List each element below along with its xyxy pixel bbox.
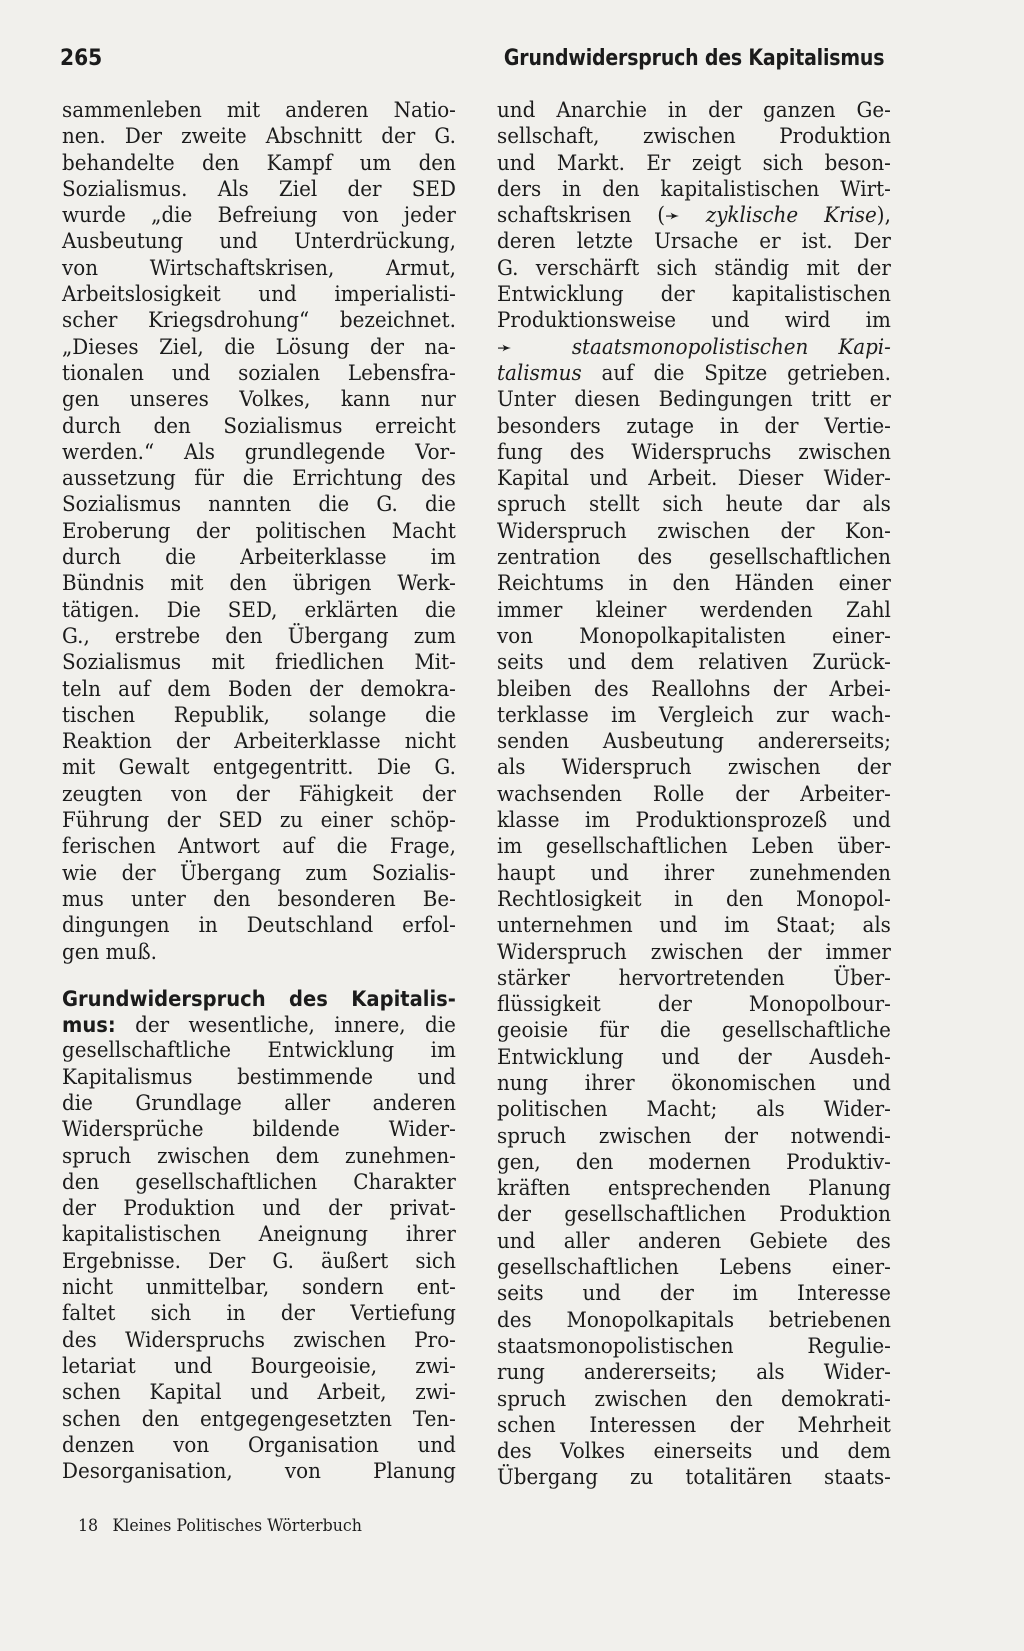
text-line: im gesellschaftlichen Leben über- <box>497 834 891 860</box>
text-line: wie der Übergang zum Sozialis- <box>62 860 456 886</box>
text-line: Sozialismus. Als Ziel der SED <box>62 176 456 202</box>
text-line: letariat und Bourgeoisie, zwi- <box>62 1353 456 1379</box>
text-line: teln auf dem Boden der demokra- <box>62 676 456 702</box>
text-line: behandelte den Kampf um den <box>62 150 456 176</box>
text-line: und aller anderen Gebiete des <box>497 1228 891 1254</box>
text-line: werden.“ Als grundlegende Vor- <box>62 439 456 465</box>
text-line: tätigen. Die SED, erklärten die <box>62 597 456 623</box>
text-line: ders in den kapitalistischen Wirt- <box>497 176 891 202</box>
text-line: seits und der im Interesse <box>497 1281 891 1307</box>
right-column <box>497 98 891 1492</box>
text-line: seits und dem relativen Zurück- <box>497 650 891 676</box>
text-line: faltet sich in der Vertiefung <box>62 1301 456 1327</box>
text-line: „Dieses Ziel, die Lösung der na- <box>62 334 456 360</box>
text-line: Bündnis mit den übrigen Werk- <box>62 571 456 597</box>
text-line: Produktionsweise und wird im <box>497 308 891 334</box>
right-lines-a <box>497 98 891 203</box>
cross-reference-line <box>497 203 891 229</box>
text-line: der Produktion und der privat- <box>62 1196 456 1222</box>
text-line: Sozialismus mit friedlichen Mit- <box>62 650 456 676</box>
book-title: Kleines Politisches Wörterbuch <box>112 1516 362 1536</box>
text-line: von Monopolkapitalisten einer- <box>497 623 891 649</box>
text-line: schen den entgegengesetzten Ten- <box>62 1406 456 1432</box>
right-lines-b <box>497 229 891 334</box>
xref-post-2: auf die Spitze getrieben. <box>581 360 891 386</box>
running-title: Grundwiderspruch des Kapitalismus <box>503 46 884 71</box>
paragraph-gap <box>62 966 456 986</box>
text-line: und Markt. Er zeigt sich beson- <box>497 150 891 176</box>
text-line: Reaktion der Arbeiterklasse nicht <box>62 729 456 755</box>
text-line: G., erstrebe den Übergang zum <box>62 623 456 649</box>
text-line: gen muß. <box>62 939 157 965</box>
sheet-number: 18 <box>78 1516 99 1536</box>
text-line: denzen von Organisation und <box>62 1432 456 1458</box>
text-line: gen unseres Volkes, kann nur <box>62 387 456 413</box>
text-line: ferischen Antwort auf die Frage, <box>62 834 456 860</box>
text-line: besonders zutage in der Vertie- <box>497 413 891 439</box>
left-column <box>62 98 456 1485</box>
text-line: tionalen und sozialen Lebensfra- <box>62 360 456 386</box>
text-line: spruch zwischen den demokrati- <box>497 1386 891 1412</box>
text-line: wachsenden Rolle der Arbeiter- <box>497 781 891 807</box>
text-line: terklasse im Vergleich zur wach- <box>497 702 891 728</box>
text-line: bleiben des Reallohns der Arbei- <box>497 676 891 702</box>
text-line: tischen Republik, solange die <box>62 702 456 728</box>
arrow-icon: ➛ <box>497 336 512 359</box>
text-line: wurde „die Befreiung von jeder <box>62 203 456 229</box>
text-line: Ausbeutung und Unterdrückung, <box>62 229 456 255</box>
page-number: 265 <box>60 46 103 71</box>
text-line: Unter diesen Bedingungen tritt er <box>497 387 891 413</box>
text-line: Ergebnisse. Der G. äußert sich <box>62 1248 456 1274</box>
arrow-icon: ➛ <box>664 205 680 228</box>
text-line: dingungen in Deutschland erfol- <box>62 913 456 939</box>
text-line: und Anarchie in der ganzen Ge- <box>497 98 891 123</box>
text-line: als Widerspruch zwischen der <box>497 755 891 781</box>
xref-staatsmonopolistischen[interactable]: staatsmonopolistischen Kapi- <box>571 334 891 360</box>
text-line: immer kleiner werdenden Zahl <box>497 597 891 623</box>
text-line: politischen Macht; als Wider- <box>497 1097 891 1123</box>
xref-kapitalismus[interactable]: talismus <box>497 360 582 386</box>
text-line: fung des Widerspruchs zwischen <box>497 439 891 465</box>
text-line: G. verschärft sich ständig mit der <box>497 255 891 281</box>
text-line: gesellschaftlichen Lebens einer- <box>497 1255 891 1281</box>
xref-post: ), <box>876 203 891 229</box>
text-line: durch den Sozialismus erreicht <box>62 413 456 439</box>
cross-reference-line-3 <box>497 361 891 387</box>
text-line: schen Interessen der Mehrheit <box>497 1412 891 1438</box>
text-line: sellschaft, zwischen Produktion <box>497 124 891 150</box>
text-line: schen Kapital und Arbeit, zwi- <box>62 1380 456 1406</box>
text-line: sammenleben mit anderen Natio- <box>62 98 456 123</box>
text-line: mit Gewalt entgegentritt. Die G. <box>62 755 456 781</box>
text-line: durch die Arbeiterklasse im <box>62 545 456 571</box>
text-line: aussetzung für die Errichtung des <box>62 466 456 492</box>
text-line: des Monopolkapitals betriebenen <box>497 1307 891 1333</box>
text-line: mus unter den besonderen Be- <box>62 886 456 912</box>
text-line: nen. Der zweite Abschnitt der G. <box>62 124 456 150</box>
text-line: spruch zwischen der notwendi- <box>497 1123 891 1149</box>
cross-reference-line-2 <box>497 335 891 361</box>
text-line: kapitalistischen Aneignung ihrer <box>62 1222 456 1248</box>
entry-headword: Grundwiderspruch des Kapitalis- <box>62 986 456 1011</box>
entry-headword-end: mus: <box>62 1013 116 1038</box>
text-line: des Widerspruchs zwischen Pro- <box>62 1327 456 1353</box>
text-line: deren letzte Ursache er ist. Der <box>497 229 891 255</box>
text-line: scher Kriegsdrohung“ bezeichnet. <box>62 308 456 334</box>
text-line: nung ihrer ökonomischen und <box>497 1070 891 1096</box>
text-line: Kapitalismus bestimmende und <box>62 1064 456 1090</box>
text-line: Übergang zu totalitären staats- <box>497 1465 891 1491</box>
left-lines-b <box>62 1038 456 1485</box>
text-line: Entwicklung und der Ausdeh- <box>497 1044 891 1070</box>
text-line: Kapital und Arbeit. Dieser Wider- <box>497 466 891 492</box>
text-line: Rechtlosigkeit in den Monopol- <box>497 886 891 912</box>
text-line: Eroberung der politischen Macht <box>62 518 456 544</box>
footer <box>78 1516 371 1536</box>
text-line: Entwicklung der kapitalistischen <box>497 282 891 308</box>
text-line: zeugten von der Fähigkeit der <box>62 781 456 807</box>
text-line: unternehmen und im Staat; als <box>497 913 891 939</box>
text-line: Arbeitslosigkeit und imperialisti- <box>62 282 456 308</box>
text-line: Widersprüche bildende Wider- <box>62 1117 456 1143</box>
text-line: kräften entsprechenden Planung <box>497 1176 891 1202</box>
text-line: flüssigkeit der Monopolbour- <box>497 992 891 1018</box>
text-line: von Wirtschaftskrisen, Armut, <box>62 255 456 281</box>
entry-first-line <box>62 1012 456 1038</box>
right-lines-c <box>497 387 891 1491</box>
text-line: stärker hervortretenden Über- <box>497 965 891 991</box>
text-line: zentration des gesellschaftlichen <box>497 545 891 571</box>
text-line: senden Ausbeutung andererseits; <box>497 729 891 755</box>
text-line: staatsmonopolistischen Regulie- <box>497 1333 891 1359</box>
text-line: den gesellschaftlichen Charakter <box>62 1169 456 1195</box>
text-line: des Volkes einerseits und dem <box>497 1439 891 1465</box>
text-line: Widerspruch zwischen der immer <box>497 939 891 965</box>
text-line: Widerspruch zwischen der Kon- <box>497 518 891 544</box>
left-lines-a <box>62 98 456 966</box>
xref-zyklische-krise[interactable]: zyklische Krise <box>705 203 877 229</box>
text-line: Sozialismus nannten die G. die <box>62 492 456 518</box>
text-line: spruch zwischen dem zunehmen- <box>62 1143 456 1169</box>
running-head <box>60 46 884 80</box>
text-line: die Grundlage aller anderen <box>62 1090 456 1116</box>
text-line: gen, den modernen Produktiv- <box>497 1149 891 1175</box>
text-line: der gesellschaftlichen Produktion <box>497 1202 891 1228</box>
xref-pre: schaftskrisen ( <box>497 203 665 229</box>
text-line: nicht unmittelbar, sondern ent- <box>62 1275 456 1301</box>
text-line: gesellschaftliche Entwicklung im <box>62 1038 456 1064</box>
text-line: Desorganisation, von Planung <box>62 1459 456 1485</box>
text-line: spruch stellt sich heute dar als <box>497 492 891 518</box>
text-line: Reichtums in den Händen einer <box>497 571 891 597</box>
text-line: rung andererseits; als Wider- <box>497 1360 891 1386</box>
text-line: haupt und ihrer zunehmenden <box>497 860 891 886</box>
text-line: klasse im Produktionsprozeß und <box>497 808 891 834</box>
text-line: geoisie für die gesellschaftliche <box>497 1018 891 1044</box>
entry-first-text: der wesentliche, innere, die <box>115 1013 456 1039</box>
text-line: Führung der SED zu einer schöp- <box>62 808 456 834</box>
